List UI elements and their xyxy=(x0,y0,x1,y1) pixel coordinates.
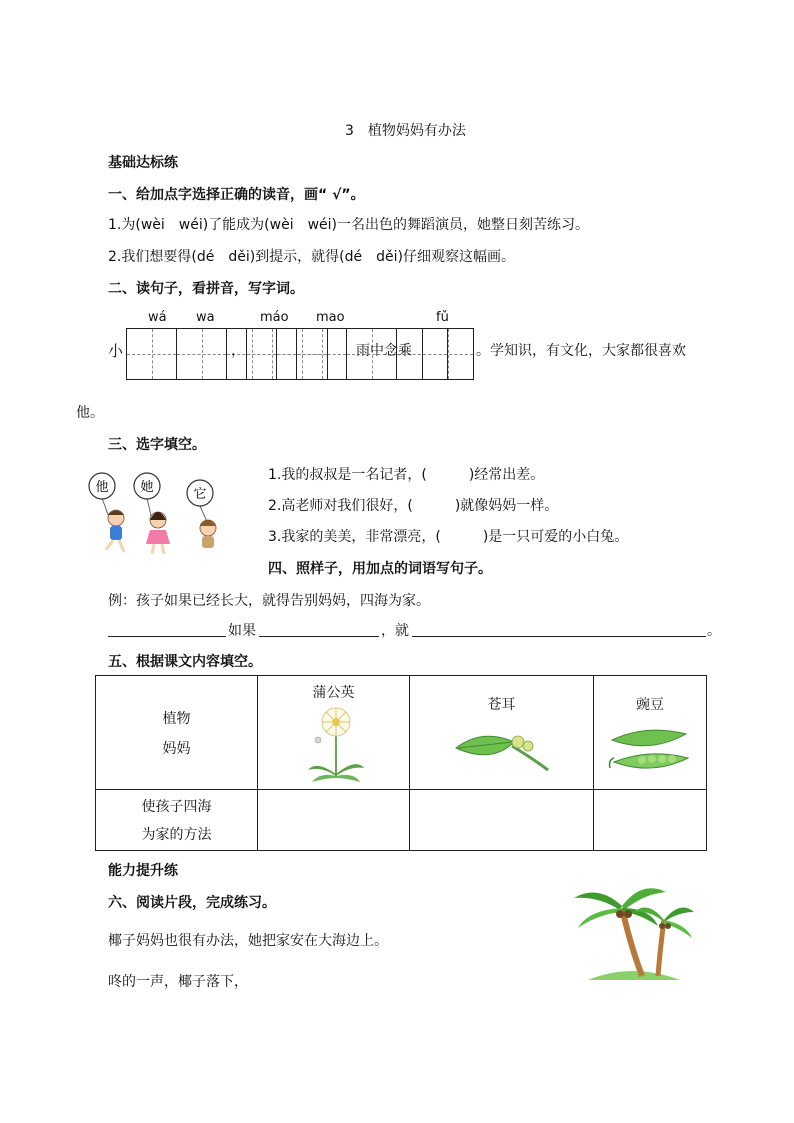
q1-heading: 一、给加点字选择正确的读音，画“ √”。 xyxy=(108,187,365,203)
tianzige-maomao[interactable] xyxy=(246,328,448,380)
page-title: 3 植物妈妈有办法 xyxy=(345,123,466,139)
q2-mid: 雨中念乘 xyxy=(356,343,412,359)
plant-name-pea: 豌豆 xyxy=(636,697,664,713)
pinyin-3: máo xyxy=(260,310,289,325)
q2-tail: 。学知识，有文化，大家都很喜欢 xyxy=(476,343,686,359)
answer-cell-dandelion[interactable] xyxy=(258,790,410,851)
row-label-line-2: 妈妈 xyxy=(162,740,191,757)
q4-example: 例：孩子如果已经长大，就得告别妈妈，四海为家。 xyxy=(108,593,430,609)
section-ability-heading: 能力提升练 xyxy=(108,863,178,879)
plant-cell-dandelion xyxy=(258,676,410,790)
q4-blank-2[interactable] xyxy=(259,636,379,637)
q1-item-1: 1.为(wèi wéi)了能成为(wèi wéi)一名出色的舞蹈演员，她整日刻苦练习。 xyxy=(108,217,590,233)
cocklebur-image xyxy=(452,724,552,780)
q6-heading: 六、阅读片段，完成练习。 xyxy=(108,895,276,911)
section-basic-heading: 基础达标练 xyxy=(108,155,178,171)
q5-heading: 五、根据课文内容填空。 xyxy=(108,654,262,670)
q2-tail-2: 他。 xyxy=(76,405,104,421)
method-label-line-2: 为家的方法 xyxy=(141,827,212,843)
q1-item-2: 2.我们想要得(dé děi)到提示，就得(dé děi)仔细观察这幅画。 xyxy=(108,249,515,265)
q3-item-3: 3.我家的美美，非常漂亮，( )是一只可爱的小白兔。 xyxy=(268,529,629,545)
pinyin-1: wá xyxy=(148,310,167,325)
row-label-line-1: 植物 xyxy=(162,710,191,727)
plant-cell-pea xyxy=(594,676,707,790)
balloon-label-ta-it: 它 xyxy=(193,487,207,502)
plant-name-cocklebur: 苍耳 xyxy=(487,697,516,713)
dandelion-image xyxy=(300,704,370,784)
pinyin-4: mao xyxy=(316,310,345,325)
balloon-label-ta-he: 他 xyxy=(95,480,109,495)
method-label-line-1: 使孩子四海 xyxy=(141,799,212,815)
pinyin-2: wa xyxy=(196,310,215,325)
answer-cell-pea[interactable] xyxy=(594,790,707,851)
q4-fill-if: 如果 xyxy=(228,623,256,639)
q2-prefix: 小 xyxy=(108,342,124,360)
answer-cell-cocklebur[interactable] xyxy=(410,790,594,851)
row-label-plant-mother xyxy=(96,676,258,790)
plant-methods-table xyxy=(95,675,707,851)
plant-name-dandelion: 蒲公英 xyxy=(312,685,355,701)
q3-heading: 三、选字填空。 xyxy=(108,437,206,453)
q4-blank-1[interactable] xyxy=(108,636,226,637)
q3-item-1: 1.我的叔叔是一名记者，( )经常出差。 xyxy=(268,467,545,483)
pea-pods-image xyxy=(606,724,692,776)
plant-cell-cocklebur xyxy=(410,676,594,790)
tianzige-fu[interactable] xyxy=(422,328,474,380)
q4-blank-3[interactable] xyxy=(412,636,706,637)
q3-item-2: 2.高老师对我们很好，( )就像妈妈一样。 xyxy=(268,498,559,514)
q2-heading: 二、读句子，看拼音，写字词。 xyxy=(108,281,304,297)
q2-comma: ， xyxy=(231,343,245,359)
q6-line-2: 咚的一声，椰子落下， xyxy=(108,974,248,990)
balloon-label-ta-she: 她 xyxy=(140,480,154,495)
palm-trees-illustration xyxy=(568,880,698,990)
q6-line-1: 椰子妈妈也很有办法，她把家安在大海边上。 xyxy=(108,933,388,949)
q4-fill-then: ，就 xyxy=(381,623,409,639)
pinyin-5: fǔ xyxy=(436,310,449,325)
q4-heading: 四、照样子，用加点的词语写句子。 xyxy=(268,561,492,577)
kids-balloons-illustration xyxy=(84,468,234,558)
q4-fill-end: 。 xyxy=(707,623,721,639)
row-label-method xyxy=(96,790,258,851)
